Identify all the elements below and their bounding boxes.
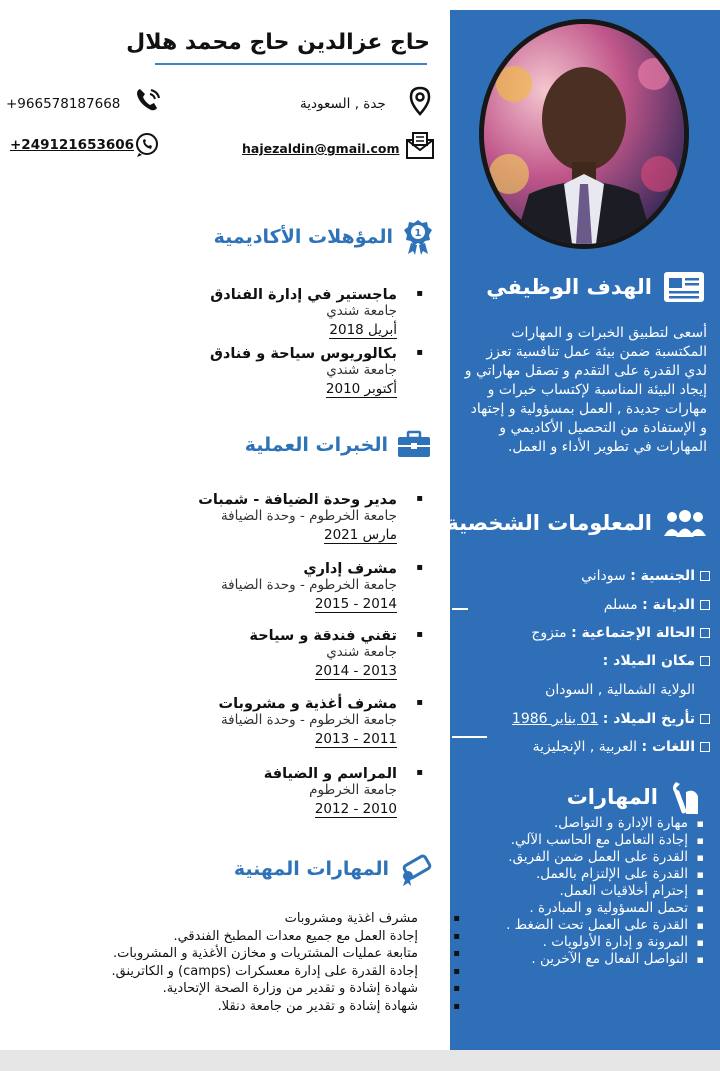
personal-heading (446, 508, 708, 538)
academic-title: المؤهلات الأكاديمية (213, 226, 393, 248)
list-item: ▪ إجادة القدرة على إدارة معسكرات (camps) و الكاترينق. (120, 963, 430, 981)
degree-title: بكالوريوس سياحة و فنادق ▪ (210, 346, 397, 362)
newspaper-icon (662, 270, 706, 304)
list-item: ▪ تحمل المسؤولية و المبادرة . (476, 900, 706, 917)
date: أبريل 2018 (329, 322, 397, 338)
personal-title: المعلومات الشخصية (446, 511, 652, 535)
date: 2014 - 2015 (314, 596, 397, 612)
date: أكتوبر 2010 (325, 381, 397, 397)
degree-title: ماجستير في إدارة الفنادق ▪ (210, 287, 397, 303)
languages-row: اللغات : العربية , الإنجليزية (533, 739, 710, 755)
date: 2010 - 2012 (314, 801, 397, 817)
divider (452, 608, 468, 610)
skills-heading (567, 778, 702, 816)
employer: جامعة شندي (326, 644, 397, 660)
svg-text:1: 1 (414, 228, 422, 239)
religion-row: الديانة : مسلم (604, 597, 710, 613)
employer: جامعة الخرطوم - وحدة الضيافة (220, 508, 397, 524)
pro-skills-heading (234, 852, 435, 886)
location-text: جدة , السعودية (300, 96, 386, 112)
job-title: مشرف أغذية و مشروبات ▪ (219, 696, 397, 712)
birthplace-row: مكان الميلاد : (603, 653, 710, 669)
experience-entry (219, 696, 397, 748)
location-pin-icon (408, 86, 432, 116)
employer: جامعة الخرطوم - وحدة الضيافة (220, 577, 397, 593)
briefcase-icon (396, 430, 432, 460)
name-underline (155, 63, 427, 65)
date: 2011 - 2013 (314, 731, 397, 747)
academic-entry (210, 287, 397, 339)
experience-entry (249, 628, 397, 680)
academic-entry (210, 346, 397, 398)
list-item: ▪ متابعة عمليات المشتريات و مخازن الأغذية و المشروبات. (120, 945, 430, 963)
date: 2013 - 2014 (314, 663, 397, 679)
email-link[interactable]: hajezaldin@gmail.com (242, 141, 400, 156)
envelope-icon (405, 130, 435, 160)
bottom-band (0, 1050, 720, 1071)
employer: جامعة الخرطوم - وحدة الضيافة (220, 712, 397, 728)
whatsapp-icon (134, 132, 160, 158)
award-medal-icon (401, 218, 435, 256)
job-title: مشرف إداري ▪ (221, 561, 397, 577)
diploma-scroll-icon (397, 852, 435, 886)
list-item: ▪ شهادة إشادة و تقدير من جامعة دنقلا. (120, 998, 430, 1016)
marital-row: الحالة الإجتماعية : متزوج (531, 625, 710, 641)
skills-title: المهارات (566, 785, 658, 809)
list-item: ▪ القدرة على العمل ضمن الفريق. (476, 849, 706, 866)
job-title: مدير وحدة الضيافة - شمبات ▪ (198, 492, 397, 508)
people-icon (662, 508, 708, 538)
experience-entry (264, 766, 397, 818)
list-item: ▪ المرونة و إدارة الأولويات . (476, 934, 706, 951)
experience-entry (221, 561, 397, 613)
person-name: حاج عزالدين حاج محمد هلال (126, 30, 430, 55)
pro-skills-title: المهارات المهنية (233, 858, 389, 880)
list-item: ▪ القدرة على العمل تحت الضغط . (476, 917, 706, 934)
list-item: ▪ شهادة إشادة و تقدير من وزارة الصحة الإتحادية. (120, 980, 430, 998)
divider (452, 736, 487, 738)
phone-primary[interactable]: +966578187668 (6, 96, 121, 112)
list-item: ▪ التواصل الفعال مع الآخرين . (476, 951, 706, 968)
employer: جامعة الخرطوم (309, 782, 397, 798)
experience-heading (245, 430, 432, 460)
experience-title: الخبرات العملية (244, 434, 388, 456)
list-item: ▪ إجادة التعامل مع الحاسب الآلي. (476, 832, 706, 849)
pro-skills-list (111, 910, 430, 1015)
objective-text: أسعى لتطبيق الخبرات و المهارات المكتسبة ضمن بيئة عمل تنافسية تعزز لدي القدرة على التقدم و تصقل مهاراتي و إيجاد البيئة المناسبة لإكتساب خبرات و مهارات جديدة , العمل بمسؤولية و إجتهاد و الإستفادة من التحصيل الأكاديمي و المهارات في تطوير الأداء و العمل. (464, 325, 707, 455)
date: مارس 2021 (324, 527, 397, 543)
list-item: ▪ مشرف اغذية ومشروبات (120, 910, 430, 928)
objective-title: الهدف الوظيفي (486, 275, 652, 299)
tools-icon (668, 778, 702, 816)
list-item: ▪ إجادة العمل مع جميع معدات المطبخ الفندقي. (120, 928, 430, 946)
phone-icon (134, 86, 162, 114)
skills-list (476, 815, 706, 968)
institution: جامعة شندي (326, 303, 397, 319)
birthdate-row: تأريخ الميلاد : 01 يناير 1986 (512, 711, 710, 727)
list-item: ▪ إحترام أخلاقيات العمل. (476, 883, 706, 900)
list-item: ▪ القدرة على الإلتزام بالعمل. (476, 866, 706, 883)
experience-entry (198, 492, 397, 544)
job-title: المراسم و الضيافة ▪ (264, 766, 397, 782)
academic-heading (214, 218, 435, 256)
list-item: ▪ مهارة الإدارة و التواصل. (476, 815, 706, 832)
phone-whatsapp[interactable]: +249121653606 (10, 137, 135, 153)
objective-heading (486, 270, 706, 304)
nationality-row: الجنسية : سوداني (581, 568, 710, 584)
job-title: تقني فندقة و سياحة ▪ (249, 628, 397, 644)
birthplace-value: الولاية الشمالية , السودان (545, 682, 695, 698)
profile-photo (479, 19, 689, 249)
institution: جامعة شندي (326, 362, 397, 378)
